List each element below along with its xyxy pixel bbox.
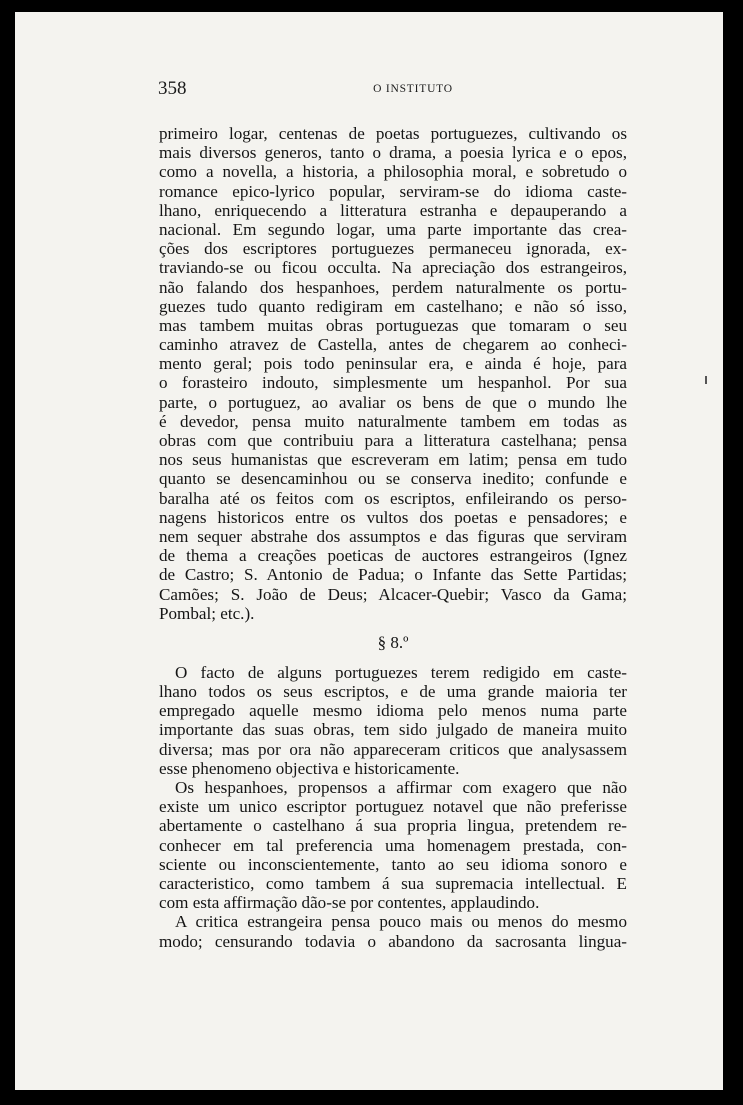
text-line: importante das suas obras, tem sido julgado de maneira muito <box>159 720 627 740</box>
page-number: 358 <box>158 78 187 99</box>
page-header <box>158 78 648 102</box>
text-line: empregado aquelle mesmo idioma pelo menos numa parte <box>159 701 627 721</box>
text-line: primeiro logar, centenas de poetas portuguezes, cultivando os <box>159 124 627 143</box>
margin-mark <box>705 376 707 384</box>
text-line: guezes tudo quanto redigiram em castelhano; e não só isso, <box>159 296 627 316</box>
text-line: baralha até os feitos com os escriptos, enfileirando os perso- <box>159 488 627 508</box>
text-line: de thema a creações poeticas de auctores estrangeiros (Ignez <box>159 546 627 566</box>
text-line: A critica estrangeira pensa pouco mais ou menos do mesmo <box>175 912 627 932</box>
text-line: Camões; S. João de Deus; Alcacer-Quebir; Vasco da Gama; <box>159 584 627 604</box>
text-line: é devedor, pensa muito naturalmente tambem em todas as <box>159 411 627 431</box>
text-line: lhano, enriquecendo a litteratura estranha e depauperando a <box>159 200 627 220</box>
text-line: parte, o portuguez, ao avaliar os bens de que o mundo lhe <box>159 392 627 412</box>
text-line: Os hespanhoes, propensos a affirmar com exagero que não <box>175 778 627 797</box>
text-line: esse phenomeno objectiva e historicamente. <box>159 758 460 778</box>
text-line: quanto se desencaminhou ou se conserva inedito; confunde e <box>159 469 627 489</box>
text-line: de Castro; S. Antonio de Padua; o Infante das Sette Partidas; <box>159 565 627 585</box>
text-line: nagens historicos entre os vultos dos poetas e pensadores; e <box>159 507 627 527</box>
text-line: caminho atravez de Castella, antes de chegarem ao conheci- <box>159 335 627 355</box>
text-line: obras com que contribuiu para a litteratura castelhana; pensa <box>159 431 627 450</box>
text-line: como a novella, a historia, a philosophia moral, e sobretudo o <box>159 162 627 182</box>
section-heading: § 8.º <box>377 632 409 652</box>
text-line: ções dos escriptores portuguezes permaneceu ignorada, ex- <box>159 239 627 259</box>
text-line: O facto de alguns portuguezes terem redigido em caste- <box>175 662 627 682</box>
text-line: conhecer em tal preferencia uma homenagem prestada, con- <box>159 835 627 855</box>
text-line: nacional. Em segundo logar, uma parte importante das crea- <box>159 219 627 239</box>
body-text <box>159 124 627 951</box>
text-line: lhano todos os seus escriptos, e de uma grande maioria ter <box>159 682 627 702</box>
text-line: nos seus humanistas que escreveram em latim; pensa em tudo <box>159 450 627 470</box>
text-line: o forasteiro indouto, simplesmente um hespanhol. Por sua <box>159 373 627 393</box>
document-page <box>15 12 723 1090</box>
text-line: caracteristico, como tambem á sua supremacia intellectual. E <box>159 873 627 893</box>
text-line: diversa; mas por ora não appareceram criticos que analysassem <box>159 739 627 759</box>
text-line: mas tambem muitas obras portuguezas que tomaram o seu <box>159 315 627 335</box>
text-line: Pombal; etc.). <box>159 603 255 623</box>
text-line: existe um unico escriptor portuguez notavel que não preferisse <box>159 797 627 817</box>
text-line: nem sequer abstrahe dos assumptos e das figuras que serviram <box>159 526 627 546</box>
text-line: sciente ou inconscientemente, tanto ao seu idioma sonoro e <box>159 854 627 874</box>
text-line: mais diversos generos, tanto o drama, a poesia lyrica e o epos, <box>159 143 627 163</box>
text-line: modo; censurando todavia o abandono da sacrosanta lingua- <box>159 931 627 951</box>
text-line: mento geral; pois todo peninsular era, e ainda é hoje, para <box>159 354 627 374</box>
text-line: abertamente o castelhano á sua propria lingua, pretendem re- <box>159 816 627 836</box>
text-line: com esta affirmação dão-se por contentes, applaudindo. <box>159 893 540 913</box>
text-line: traviando-se ou ficou occulta. Na apreciação dos estrangeiros, <box>159 258 627 278</box>
running-title: O INSTITUTO <box>373 83 453 95</box>
text-line: romance epico-lyrico popular, serviram-se do idioma caste- <box>159 181 627 201</box>
text-line: não falando dos hespanhoes, perdem naturalmente os portu- <box>159 277 627 297</box>
